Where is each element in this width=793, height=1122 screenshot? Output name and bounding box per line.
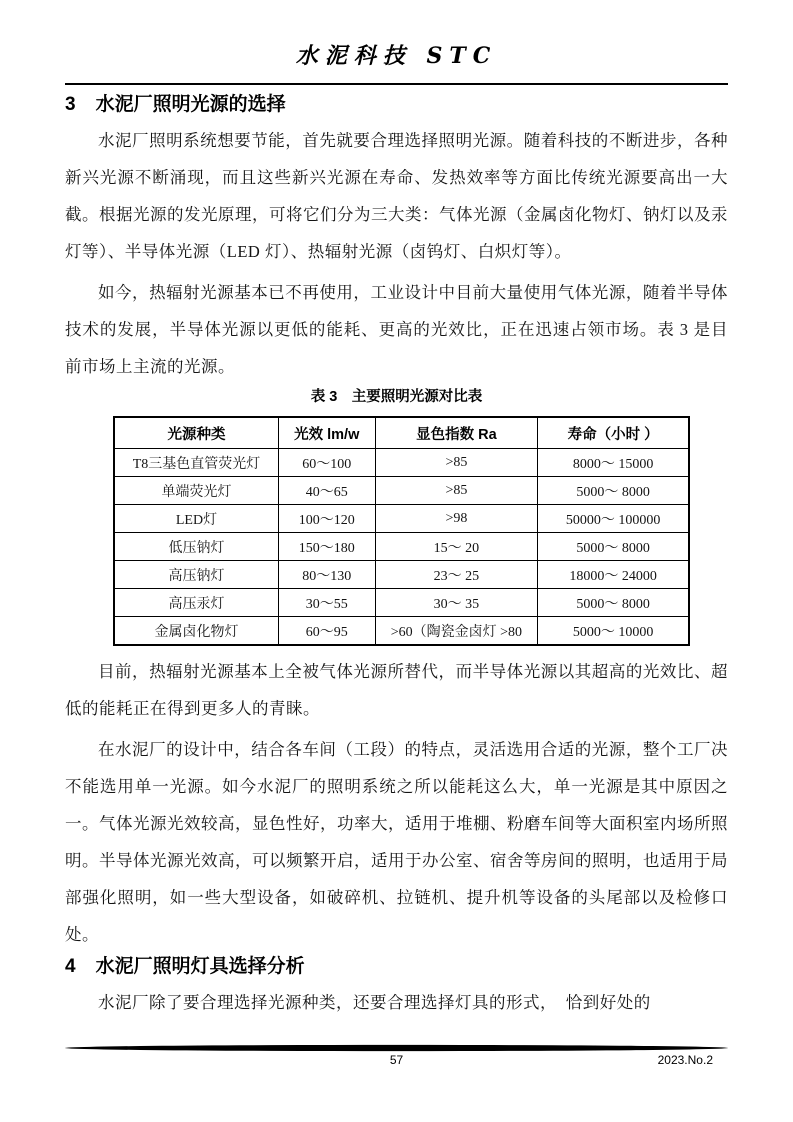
header-rule [65, 83, 728, 85]
table-header-luminous-efficacy: 光效 lm/w [278, 417, 375, 449]
table-row [114, 449, 689, 477]
section-4-number: 4 [65, 956, 76, 977]
table-cell: >60（陶瓷金卤灯 >80 [375, 617, 538, 646]
table-cell: 5000～ 10000 [538, 617, 689, 646]
section-3-heading [65, 92, 728, 118]
table-cell: 18000～ 24000 [538, 561, 689, 589]
table-row [114, 505, 689, 533]
paragraph-luminaire-intro: 水泥厂除了要合理选择光源种类，还要合理选择灯具的形式， 恰到好处的 [98, 993, 651, 1012]
page-footer [65, 1044, 728, 1084]
issue-number: 2023.No.2 [657, 1053, 713, 1067]
footer-text [65, 1053, 728, 1069]
table-cell: 60～100 [278, 449, 375, 477]
table-cell: 100～120 [278, 505, 375, 533]
table-cell: >85 [375, 477, 538, 505]
table-cell: 50000～ 100000 [538, 505, 689, 533]
paragraph-light-source-intro: 水泥厂照明系统想要节能，首先就要合理选择照明光源。随着科技的不断进步，各种新兴光源不断涌现，而且这些新兴光源在寿命、发热效率等方面比传统光源要高出一大截。根据光源的发光原理，可将它们分为三大类：气体光源（金属卤化物灯、钠灯以及汞灯等）、半导体光源（LED 灯）、热辐射光源（卤钨灯、白炽灯等）。 [65, 131, 728, 261]
table-cell: 8000～ 15000 [538, 449, 689, 477]
table-row [114, 477, 689, 505]
table-cell: >85 [375, 449, 538, 477]
section-3-title: 水泥厂照明光源的选择 [95, 94, 286, 115]
table-cell: 23～ 25 [375, 561, 538, 589]
page-number: 57 [389, 1053, 404, 1067]
table-cell: 60～95 [278, 617, 375, 646]
table-cell: 高压汞灯 [114, 589, 278, 617]
section-4-title: 水泥厂照明灯具选择分析 [95, 956, 305, 977]
journal-title: 水泥科技 STC [295, 43, 498, 69]
light-source-comparison-table [113, 416, 690, 646]
table-cell: LED灯 [114, 505, 278, 533]
table-cell: 低压钠灯 [114, 533, 278, 561]
section-4-heading [65, 954, 728, 980]
table-cell: T8三基色直管荧光灯 [114, 449, 278, 477]
paragraph-replacement-trend: 目前，热辐射光源基本上全被气体光源所替代，而半导体光源以其超高的光效比、超低的能耗正在得到更多人的青睐。 [65, 662, 728, 718]
table-header-row [114, 417, 689, 449]
paragraph-application-advice: 在水泥厂的设计中，结合各车间（工段）的特点，灵活选用合适的光源，整个工厂决不能选用单一光源。如今水泥厂的照明系统之所以能耗这么大，单一光源是其中原因之一。气体光源光效较高，显色性好，功率大，适用于堆棚、粉磨车间等大面积室内场所照明。半导体光源光效高，可以频繁开启，适用于办公室、宿舍等房间的照明，也适用于局部强化照明，如一些大型设备，如破碎机、拉链机、提升机等设备的头尾部以及检修口处。 [65, 740, 728, 944]
table-cell: 80～130 [278, 561, 375, 589]
table-cell: 40～65 [278, 477, 375, 505]
footer-bar [65, 1044, 728, 1052]
table-cell: 30～ 35 [375, 589, 538, 617]
table-cell: >98 [375, 505, 538, 533]
table-row [114, 561, 689, 589]
table-cell: 5000～ 8000 [538, 477, 689, 505]
section-3-number: 3 [65, 94, 76, 115]
paragraph-market-trend: 如今，热辐射光源基本已不再使用，工业设计中目前大量使用气体光源，随着半导体技术的发展，半导体光源以更低的能耗、更高的光效比，正在迅速占领市场。表 3 是目前市场上主流的光源。 [65, 283, 728, 376]
table-caption: 表 3 主要照明光源对比表 [310, 389, 483, 405]
table-cell: 5000～ 8000 [538, 589, 689, 617]
table-header-cri: 显色指数 Ra [375, 417, 538, 449]
table-row [114, 533, 689, 561]
table-cell: 30～55 [278, 589, 375, 617]
table-row [114, 589, 689, 617]
table-header-lifetime: 寿命（小时 ） [538, 417, 689, 449]
table-header-source-type: 光源种类 [114, 417, 278, 449]
table-cell: 金属卤化物灯 [114, 617, 278, 646]
table-cell: 单端荧光灯 [114, 477, 278, 505]
table-cell: 5000～ 8000 [538, 533, 689, 561]
table-row [114, 617, 689, 646]
table-cell: 150～180 [278, 533, 375, 561]
table-cell: 15～ 20 [375, 533, 538, 561]
table-cell: 高压钠灯 [114, 561, 278, 589]
